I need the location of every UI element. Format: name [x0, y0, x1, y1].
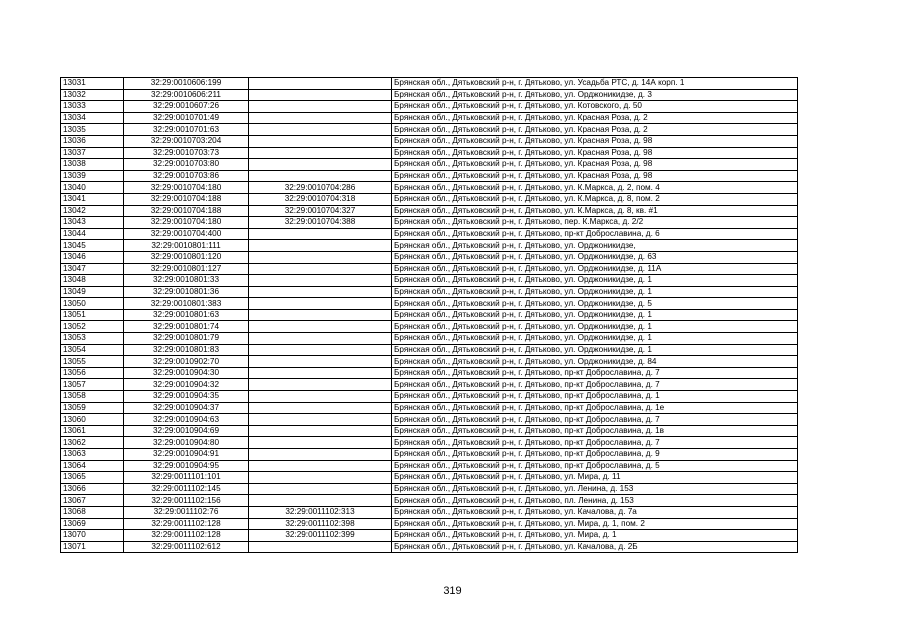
address-cell: Брянская обл., Дятьковский р-н, г. Дятьково, ул. Красная Роза, д. 2	[392, 112, 798, 124]
cadastral-number-cell: 32:29:0010801:33	[124, 275, 249, 287]
related-cadastral-number-cell	[249, 298, 392, 310]
related-cadastral-number-cell	[249, 228, 392, 240]
cadastral-number-cell: 32:29:0010704:180	[124, 217, 249, 229]
table-row	[61, 112, 798, 124]
cadastral-number-cell: 32:29:0010801:83	[124, 344, 249, 356]
address-cell: Брянская обл., Дятьковский р-н, г. Дятьково, ул. К.Маркса, д. 8, кв. #1	[392, 205, 798, 217]
related-cadastral-number-cell: 32:29:0011102:313	[249, 506, 392, 518]
related-cadastral-number-cell	[249, 251, 392, 263]
row-number-cell: 13040	[61, 182, 124, 194]
table-row	[61, 193, 798, 205]
address-cell: Брянская обл., Дятьковский р-н, г. Дятьково, пр-кт Доброславина, д. 7	[392, 437, 798, 449]
related-cadastral-number-cell	[249, 367, 392, 379]
related-cadastral-number-cell	[249, 240, 392, 252]
cadastral-number-cell: 32:29:0010606:199	[124, 78, 249, 90]
row-number-cell: 13067	[61, 495, 124, 507]
table-row	[61, 402, 798, 414]
address-cell: Брянская обл., Дятьковский р-н, г. Дятьково, ул. Красная Роза, д. 98	[392, 135, 798, 147]
related-cadastral-number-cell: 32:29:0010704:388	[249, 217, 392, 229]
table-row	[61, 147, 798, 159]
table-row	[61, 449, 798, 461]
address-cell: Брянская обл., Дятьковский р-н, г. Дятьково, ул. Орджоникидзе, д. 1	[392, 286, 798, 298]
row-number-cell: 13052	[61, 321, 124, 333]
related-cadastral-number-cell	[249, 379, 392, 391]
row-number-cell: 13055	[61, 356, 124, 368]
row-number-cell: 13048	[61, 275, 124, 287]
row-number-cell: 13031	[61, 78, 124, 90]
cadastral-number-cell: 32:29:0010904:80	[124, 437, 249, 449]
cadastral-number-cell: 32:29:0010904:63	[124, 414, 249, 426]
row-number-cell: 13063	[61, 449, 124, 461]
address-cell: Брянская обл., Дятьковский р-н, г. Дятьково, пр-кт Доброславина, д. 1	[392, 391, 798, 403]
cadastral-number-cell: 32:29:0011102:128	[124, 530, 249, 542]
address-cell: Брянская обл., Дятьковский р-н, г. Дятьково, ул. Красная Роза, д. 98	[392, 147, 798, 159]
cadastral-number-cell: 32:29:0010704:400	[124, 228, 249, 240]
row-number-cell: 13050	[61, 298, 124, 310]
row-number-cell: 13065	[61, 472, 124, 484]
row-number-cell: 13062	[61, 437, 124, 449]
cadastral-number-cell: 32:29:0010904:69	[124, 425, 249, 437]
table-row	[61, 495, 798, 507]
cadastral-number-cell: 32:29:0010902:70	[124, 356, 249, 368]
registry-table	[60, 77, 798, 553]
row-number-cell: 13034	[61, 112, 124, 124]
address-cell: Брянская обл., Дятьковский р-н, г. Дятьково, ул. Орджоникидзе, д. 1	[392, 321, 798, 333]
table-row	[61, 414, 798, 426]
row-number-cell: 13032	[61, 89, 124, 101]
row-number-cell: 13070	[61, 530, 124, 542]
table-row	[61, 379, 798, 391]
table-row	[61, 78, 798, 90]
cadastral-number-cell: 32:29:0010801:79	[124, 333, 249, 345]
row-number-cell: 13069	[61, 518, 124, 530]
address-cell: Брянская обл., Дятьковский р-н, г. Дятьково, пр-кт Доброславина, д. 7	[392, 414, 798, 426]
table-row	[61, 89, 798, 101]
address-cell: Брянская обл., Дятьковский р-н, г. Дятьково, ул. Орджоникидзе, д. 3	[392, 89, 798, 101]
address-cell: Брянская обл., Дятьковский р-н, г. Дятьково, ул. К.Маркса, д. 2, пом. 4	[392, 182, 798, 194]
table-row	[61, 124, 798, 136]
cadastral-number-cell: 32:29:0010801:36	[124, 286, 249, 298]
cadastral-number-cell: 32:29:0010904:30	[124, 367, 249, 379]
row-number-cell: 13037	[61, 147, 124, 159]
row-number-cell: 13071	[61, 541, 124, 553]
row-number-cell: 13066	[61, 483, 124, 495]
related-cadastral-number-cell	[249, 321, 392, 333]
cadastral-number-cell: 32:29:0010801:74	[124, 321, 249, 333]
row-number-cell: 13046	[61, 251, 124, 263]
cadastral-number-cell: 32:29:0011102:76	[124, 506, 249, 518]
address-cell: Брянская обл., Дятьковский р-н, г. Дятьково, ул. Орджоникидзе, д. 11А	[392, 263, 798, 275]
table-row	[61, 541, 798, 553]
registry-table-body	[61, 78, 798, 553]
table-row	[61, 309, 798, 321]
row-number-cell: 13049	[61, 286, 124, 298]
cadastral-number-cell: 32:29:0010701:49	[124, 112, 249, 124]
cadastral-number-cell: 32:29:0010703:204	[124, 135, 249, 147]
related-cadastral-number-cell	[249, 309, 392, 321]
cadastral-number-cell: 32:29:0010704:188	[124, 205, 249, 217]
table-row	[61, 518, 798, 530]
address-cell: Брянская обл., Дятьковский р-н, г. Дятьково, ул. Усадьба РТС, д. 14А корп. 1	[392, 78, 798, 90]
address-cell: Брянская обл., Дятьковский р-н, г. Дятьково, ул. К.Маркса, д. 8, пом. 2	[392, 193, 798, 205]
cadastral-number-cell: 32:29:0010607:26	[124, 101, 249, 113]
row-number-cell: 13061	[61, 425, 124, 437]
address-cell: Брянская обл., Дятьковский р-н, г. Дятьково, пр-кт Доброславина, д. 7	[392, 367, 798, 379]
table-row	[61, 472, 798, 484]
related-cadastral-number-cell	[249, 275, 392, 287]
row-number-cell: 13057	[61, 379, 124, 391]
row-number-cell: 13036	[61, 135, 124, 147]
related-cadastral-number-cell	[249, 286, 392, 298]
address-cell: Брянская обл., Дятьковский р-н, г. Дятьково, ул. Красная Роза, д. 2	[392, 124, 798, 136]
related-cadastral-number-cell	[249, 159, 392, 171]
row-number-cell: 13056	[61, 367, 124, 379]
table-row	[61, 356, 798, 368]
address-cell: Брянская обл., Дятьковский р-н, г. Дятьково, пр-кт Доброславина, д. 1в	[392, 425, 798, 437]
address-cell: Брянская обл., Дятьковский р-н, г. Дятьково, ул. Красная Роза, д. 98	[392, 159, 798, 171]
address-cell: Брянская обл., Дятьковский р-н, г. Дятьково, пл. Ленина, д. 153	[392, 495, 798, 507]
table-row	[61, 159, 798, 171]
related-cadastral-number-cell	[249, 391, 392, 403]
row-number-cell: 13043	[61, 217, 124, 229]
cadastral-number-cell: 32:29:0010704:180	[124, 182, 249, 194]
related-cadastral-number-cell	[249, 112, 392, 124]
related-cadastral-number-cell	[249, 449, 392, 461]
cadastral-number-cell: 32:29:0010701:63	[124, 124, 249, 136]
cadastral-number-cell: 32:29:0010904:32	[124, 379, 249, 391]
cadastral-number-cell: 32:29:0010801:120	[124, 251, 249, 263]
table-row	[61, 321, 798, 333]
row-number-cell: 13042	[61, 205, 124, 217]
table-row	[61, 275, 798, 287]
address-cell: Брянская обл., Дятьковский р-н, г. Дятьково, ул. Мира, д. 11	[392, 472, 798, 484]
table-row	[61, 506, 798, 518]
related-cadastral-number-cell	[249, 78, 392, 90]
address-cell: Брянская обл., Дятьковский р-н, г. Дятьково, пр-кт Доброславина, д. 7	[392, 379, 798, 391]
cadastral-number-cell: 32:29:0010703:80	[124, 159, 249, 171]
address-cell: Брянская обл., Дятьковский р-н, г. Дятьково, ул. Мира, д. 1	[392, 530, 798, 542]
table-row	[61, 367, 798, 379]
row-number-cell: 13064	[61, 460, 124, 472]
address-cell: Брянская обл., Дятьковский р-н, г. Дятьково, пер. К.Маркса, д. 2/2	[392, 217, 798, 229]
table-row	[61, 170, 798, 182]
table-row	[61, 298, 798, 310]
cadastral-number-cell: 32:29:0010703:86	[124, 170, 249, 182]
row-number-cell: 13047	[61, 263, 124, 275]
table-row	[61, 483, 798, 495]
row-number-cell: 13068	[61, 506, 124, 518]
address-cell: Брянская обл., Дятьковский р-н, г. Дятьково, ул. Орджоникидзе, д. 1	[392, 333, 798, 345]
address-cell: Брянская обл., Дятьковский р-н, г. Дятьково, ул. Орджоникидзе, д. 5	[392, 298, 798, 310]
related-cadastral-number-cell: 32:29:0011102:399	[249, 530, 392, 542]
cadastral-number-cell: 32:29:0010801:63	[124, 309, 249, 321]
related-cadastral-number-cell	[249, 437, 392, 449]
related-cadastral-number-cell	[249, 483, 392, 495]
row-number-cell: 13060	[61, 414, 124, 426]
row-number-cell: 13035	[61, 124, 124, 136]
related-cadastral-number-cell	[249, 541, 392, 553]
cadastral-number-cell: 32:29:0010904:95	[124, 460, 249, 472]
table-row	[61, 425, 798, 437]
page-number: 319	[443, 585, 462, 597]
address-cell: Брянская обл., Дятьковский р-н, г. Дятьково, ул. Красная Роза, д. 98	[392, 170, 798, 182]
cadastral-number-cell: 32:29:0010703:73	[124, 147, 249, 159]
address-cell: Брянская обл., Дятьковский р-н, г. Дятьково, пр-кт Доброславина, д. 5	[392, 460, 798, 472]
address-cell: Брянская обл., Дятьковский р-н, г. Дятьково, ул. Орджоникидзе, д. 1	[392, 344, 798, 356]
address-cell: Брянская обл., Дятьковский р-н, г. Дятьково, ул. Ленина, д. 153	[392, 483, 798, 495]
address-cell: Брянская обл., Дятьковский р-н, г. Дятьково, ул. Орджоникидзе,	[392, 240, 798, 252]
cadastral-number-cell: 32:29:0011102:128	[124, 518, 249, 530]
table-row	[61, 344, 798, 356]
row-number-cell: 13039	[61, 170, 124, 182]
related-cadastral-number-cell	[249, 124, 392, 136]
related-cadastral-number-cell	[249, 101, 392, 113]
related-cadastral-number-cell: 32:29:0011102:398	[249, 518, 392, 530]
cadastral-number-cell: 32:29:0010904:91	[124, 449, 249, 461]
related-cadastral-number-cell	[249, 414, 392, 426]
related-cadastral-number-cell	[249, 402, 392, 414]
related-cadastral-number-cell: 32:29:0010704:286	[249, 182, 392, 194]
cadastral-number-cell: 32:29:0010801:127	[124, 263, 249, 275]
table-row	[61, 263, 798, 275]
row-number-cell: 13053	[61, 333, 124, 345]
related-cadastral-number-cell	[249, 333, 392, 345]
row-number-cell: 13051	[61, 309, 124, 321]
address-cell: Брянская обл., Дятьковский р-н, г. Дятьково, ул. Орджоникидзе, д. 1	[392, 309, 798, 321]
related-cadastral-number-cell	[249, 356, 392, 368]
table-row	[61, 530, 798, 542]
address-cell: Брянская обл., Дятьковский р-н, г. Дятьково, ул. Орджоникидзе, д. 84	[392, 356, 798, 368]
related-cadastral-number-cell	[249, 495, 392, 507]
row-number-cell: 13038	[61, 159, 124, 171]
table-row	[61, 182, 798, 194]
table-row	[61, 437, 798, 449]
address-cell: Брянская обл., Дятьковский р-н, г. Дятьково, ул. Качалова, д. 2Б	[392, 541, 798, 553]
table-row	[61, 333, 798, 345]
row-number-cell: 13058	[61, 391, 124, 403]
cadastral-number-cell: 32:29:0010704:188	[124, 193, 249, 205]
address-cell: Брянская обл., Дятьковский р-н, г. Дятьково, пр-кт Доброславина, д. 6	[392, 228, 798, 240]
cadastral-number-cell: 32:29:0011101:101	[124, 472, 249, 484]
address-cell: Брянская обл., Дятьковский р-н, г. Дятьково, пр-кт Доброславина, д. 1е	[392, 402, 798, 414]
cadastral-number-cell: 32:29:0011102:145	[124, 483, 249, 495]
row-number-cell: 13041	[61, 193, 124, 205]
related-cadastral-number-cell: 32:29:0010704:327	[249, 205, 392, 217]
cadastral-number-cell: 32:29:0010801:111	[124, 240, 249, 252]
cadastral-number-cell: 32:29:0010801:383	[124, 298, 249, 310]
row-number-cell: 13044	[61, 228, 124, 240]
cadastral-number-cell: 32:29:0010904:37	[124, 402, 249, 414]
table-row	[61, 217, 798, 229]
address-cell: Брянская обл., Дятьковский р-н, г. Дятьково, пр-кт Доброславина, д. 9	[392, 449, 798, 461]
row-number-cell: 13033	[61, 101, 124, 113]
related-cadastral-number-cell	[249, 425, 392, 437]
table-row	[61, 286, 798, 298]
related-cadastral-number-cell	[249, 135, 392, 147]
cadastral-number-cell: 32:29:0011102:612	[124, 541, 249, 553]
table-row	[61, 240, 798, 252]
row-number-cell: 13045	[61, 240, 124, 252]
table-row	[61, 135, 798, 147]
related-cadastral-number-cell	[249, 460, 392, 472]
address-cell: Брянская обл., Дятьковский р-н, г. Дятьково, ул. Котовского, д. 50	[392, 101, 798, 113]
address-cell: Брянская обл., Дятьковский р-н, г. Дятьково, ул. Качалова, д. 7а	[392, 506, 798, 518]
row-number-cell: 13059	[61, 402, 124, 414]
address-cell: Брянская обл., Дятьковский р-н, г. Дятьково, ул. Орджоникидзе, д. 1	[392, 275, 798, 287]
cadastral-number-cell: 32:29:0010606:211	[124, 89, 249, 101]
table-row	[61, 251, 798, 263]
table-row	[61, 228, 798, 240]
related-cadastral-number-cell	[249, 263, 392, 275]
table-row	[61, 391, 798, 403]
row-number-cell: 13054	[61, 344, 124, 356]
table-row	[61, 101, 798, 113]
address-cell: Брянская обл., Дятьковский р-н, г. Дятьково, ул. Орджоникидзе, д. 63	[392, 251, 798, 263]
table-row	[61, 460, 798, 472]
cadastral-number-cell: 32:29:0010904:35	[124, 391, 249, 403]
address-cell: Брянская обл., Дятьковский р-н, г. Дятьково, ул. Мира, д. 1, пом. 2	[392, 518, 798, 530]
related-cadastral-number-cell	[249, 147, 392, 159]
related-cadastral-number-cell: 32:29:0010704:318	[249, 193, 392, 205]
cadastral-number-cell: 32:29:0011102:156	[124, 495, 249, 507]
related-cadastral-number-cell	[249, 344, 392, 356]
table-row	[61, 205, 798, 217]
related-cadastral-number-cell	[249, 170, 392, 182]
related-cadastral-number-cell	[249, 89, 392, 101]
related-cadastral-number-cell	[249, 472, 392, 484]
